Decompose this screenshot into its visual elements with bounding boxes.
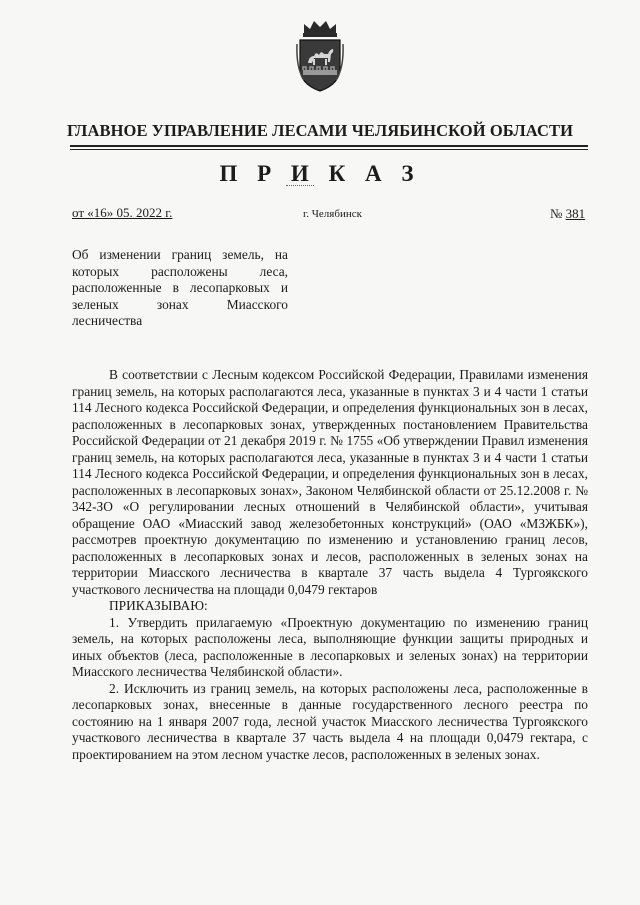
order-subject: Об изменении границ земель, на которых расположены леса, расположенные в лесопарковых и зеленых зонах Миасского лесничества xyxy=(72,247,288,328)
order-date: от «16» 05. 2022 г. xyxy=(72,205,173,220)
chelyabinsk-coat-of-arms-icon xyxy=(292,18,348,94)
order-number-prefix: № xyxy=(550,206,566,221)
document-type-title: П Р И К А З xyxy=(219,161,421,186)
organization-name: ГЛАВНОЕ УПРАВЛЕНИЕ ЛЕСАМИ ЧЕЛЯБИНСКОЙ ОБЛАСТИ xyxy=(66,121,574,140)
order-number xyxy=(550,206,585,222)
order-item-1: 1. Утвердить прилагаемую «Проектную документацию по изменению границ земель, на которых расположены леса, выполняющие функции защиты природных и иных объектов (леса, расположенные в лесопарковых и зеленых зонах) на территории Миасского лесничества Челябинской области». xyxy=(72,614,588,679)
order-number-value: 381 xyxy=(565,206,586,221)
header-rule-thin xyxy=(70,149,588,150)
order-directive: ПРИКАЗЫВАЮ: xyxy=(109,598,208,613)
order-city: г. Челябинск xyxy=(303,208,362,220)
title-underline xyxy=(286,185,314,186)
header-rule-thick xyxy=(70,145,588,147)
order-item-2: 2. Исключить из границ земель, на которых расположены леса, расположенные в лесопарковых зонах, внесенные в данные государственного лесного реестра по состоянию на 1 января 2007 года, лесной участок Миасского лесничества Тургоякского участкового лесничества в квартале 37 часть выдела 4 на площади 0,0479 гектара, с проектированием на этом лесном участке лесов, расположенных в зеленых зонах. xyxy=(72,680,588,762)
order-body xyxy=(72,367,588,763)
preamble-paragraph: В соответствии с Лесным кодексом Российской Федерации, Правилами изменения границ земель, на которых располагаются леса, указанные в пунктах 3 и 4 части 1 статьи 114 Лесного кодекса Российской Федерации, и определения функциональных зон в лесах, расположенных в лесопарковых зонах, утвержденных постановлением Правительства Российской Федерации от 21 декабря 2019 г. № 1755 «Об утверждении Правил изменения границ земель, на которых располагаются леса, указанные в пунктах 3 и 4 части 1 статьи 114 Лесного кодекса Российской Федерации, и определения функциональных зон в лесах, расположенных в лесопарковых зонах», Законом Челябинской области от 25.12.2008 г. № 342-ЗО «О регулировании лесных отношений в Челябинской области», учитывая обращение ОАО «Миасский завод железобетонных конструкций» (ОАО «МЗЖБК»), рассмотрев проектную документацию по изменению и установлению границ лесов, расположенных в лесопарковых зонах и лесов, расположенных в зеленых зонах на территории Миасского лесничества в квартале 37 часть выдела 4 Тургоякского участкового лесничества на площади 0,0479 гектаров xyxy=(72,367,588,597)
